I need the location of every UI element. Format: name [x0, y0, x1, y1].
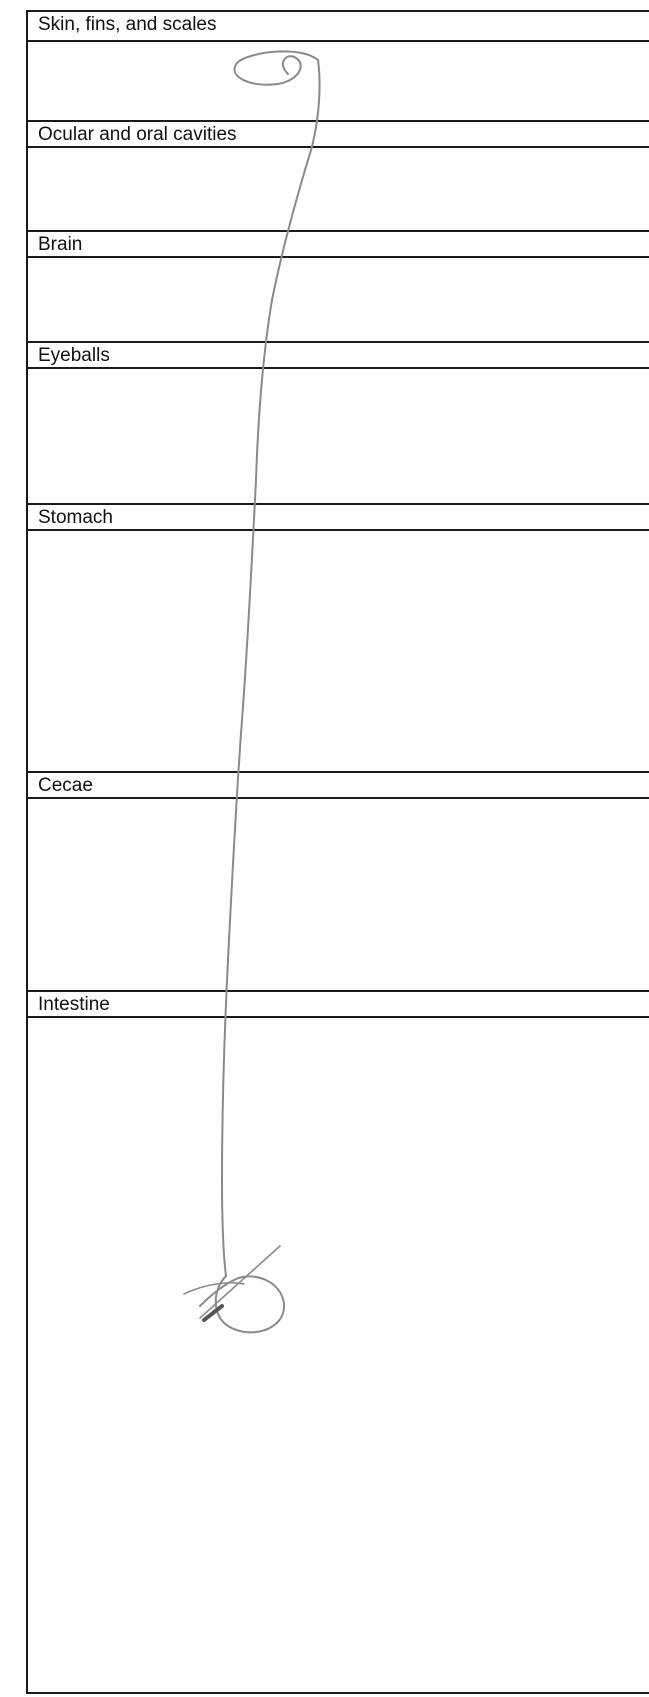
section-label-cecae: Cecae — [38, 775, 93, 796]
section-label-intestine: Intestine — [38, 994, 110, 1015]
section-cecae — [28, 771, 649, 990]
notes-area-skin-fins-scales[interactable] — [28, 42, 649, 120]
notes-area-brain[interactable] — [28, 258, 649, 341]
section-header — [28, 120, 649, 148]
notes-area-cecae[interactable] — [28, 799, 649, 990]
section-label-stomach: Stomach — [38, 507, 113, 528]
section-label-ocular-oral-cavities: Ocular and oral cavities — [38, 124, 237, 145]
notes-area-eyeballs[interactable] — [28, 369, 649, 503]
section-header — [28, 990, 649, 1018]
section-brain — [28, 230, 649, 341]
section-stomach — [28, 503, 649, 771]
section-label-brain: Brain — [38, 234, 83, 255]
form-box — [26, 10, 649, 1694]
section-header — [28, 230, 649, 258]
section-header — [28, 12, 649, 42]
section-ocular-oral-cavities — [28, 120, 649, 230]
section-header — [28, 341, 649, 369]
section-skin-fins-scales — [28, 12, 649, 120]
section-header — [28, 771, 649, 799]
notes-area-ocular-oral-cavities[interactable] — [28, 148, 649, 230]
section-header — [28, 503, 649, 531]
section-label-eyeballs: Eyeballs — [38, 345, 110, 366]
notes-area-stomach[interactable] — [28, 531, 649, 771]
section-intestine — [28, 990, 649, 1694]
section-eyeballs — [28, 341, 649, 503]
notes-area-intestine[interactable] — [28, 1018, 649, 1694]
section-label-skin-fins-scales: Skin, fins, and scales — [38, 14, 217, 35]
